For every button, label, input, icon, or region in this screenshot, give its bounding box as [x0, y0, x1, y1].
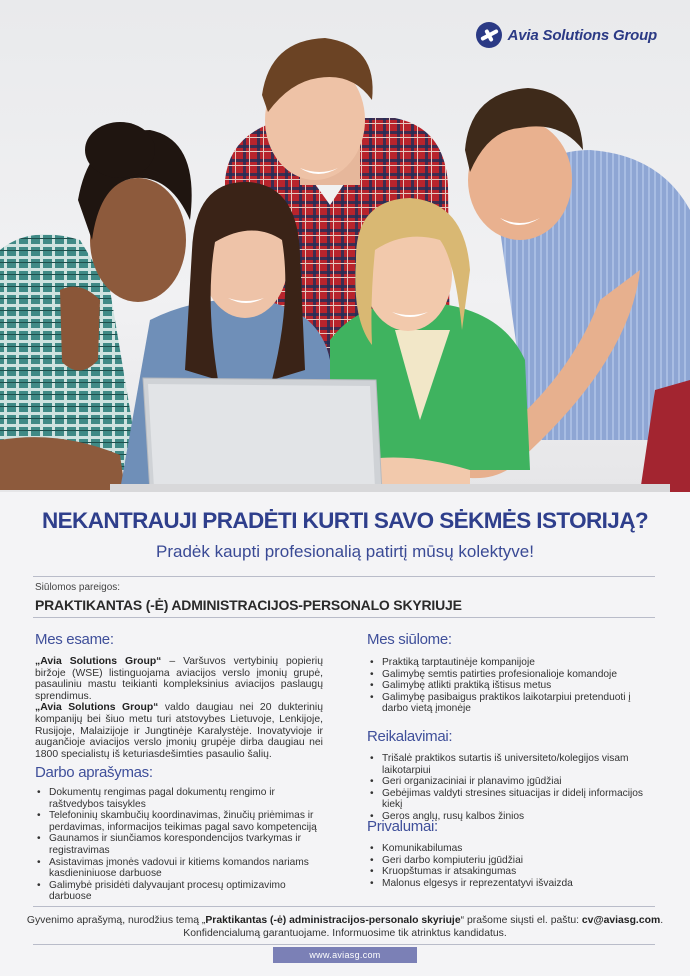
list-item: • Telefoninių skambučių koordinavimas, žinučių priėmimas ir perdavimas, informacijos teikimas pagal savo kompetenciją — [35, 810, 325, 833]
divider — [33, 576, 655, 577]
list-item: • Malonus elgesys ir reprezentatyvi išvaizda — [368, 878, 656, 890]
logo-text: Avia Solutions Group — [507, 26, 657, 44]
company-logo — [476, 22, 657, 48]
list-item: • Praktiką tarptautinėje kompanijoje — [368, 657, 656, 669]
offer-title: Mes siūlome: — [367, 631, 452, 648]
website-link[interactable]: www.aviasg.com — [273, 947, 417, 963]
position-label: Siūlomos pareigos: — [35, 582, 121, 593]
requirements-title: Reikalavimai: — [367, 728, 453, 745]
about-company-name: „Avia Solutions Group“ — [35, 702, 159, 714]
list-item: • Asistavimas įmonės vadovui ir kitiems komandos nariams kasdieniniuose darbuose — [35, 857, 325, 880]
list-item: • Geri organizaciniai ir planavimo įgūdžiai — [368, 776, 658, 788]
offer-list — [368, 657, 656, 715]
list-item: • Gaunamos ir siunčiamos korespondencijos tvarkymas ir registravimas — [35, 833, 325, 856]
about-title: Mes esame: — [35, 631, 114, 648]
list-item: • Trišalė praktikos sutartis iš universiteto/kolegijos visam laikotarpiui — [368, 753, 658, 776]
footer-text-part: Gyvenimo aprašymą, nurodžius temą „ — [26, 915, 206, 926]
list-item: • Geros anglų, rusų kalbos žinios — [368, 811, 658, 823]
job-list — [35, 787, 325, 903]
confidentiality-note: Konfidencialumą garantuojame. Informuosime tik atrinktus kandidatus. — [183, 927, 507, 939]
divider — [33, 906, 655, 907]
main-headline: NEKANTRAUJI PRADĖTI KURTI SAVO SĖKMĖS ISTORIJĄ? — [41, 508, 649, 533]
list-item: • Geri darbo kompiuteriu įgūdžiai — [368, 855, 656, 867]
footer-subject: Praktikantas (-ė) administracijos-personalo skyriuje — [205, 915, 461, 926]
list-item: • Galimybę pasibaigus praktikos laikotarpiui pretenduoti į darbo vietą įmonėje — [368, 692, 656, 715]
position-title: PRAKTIKANTAS (-Ė) ADMINISTRACIJOS-PERSONALO SKYRIUJE — [35, 597, 462, 613]
list-item: • Gebėjimas valdyti stresines situacijas ir didelį informacijos kiekį — [368, 788, 658, 811]
about-text — [35, 656, 323, 760]
list-item: • Galimybę semtis patirties profesionalioje komandoje — [368, 669, 656, 681]
footer-text-part: . — [660, 915, 664, 926]
about-paragraph-1: – Varšuvos vertybinių popierių biržoje (WSE) listinguojama aviacijos verslo įmonių grupė, pasauliniu mastu teikianti kompleksinius aviacijos paslaugų sprendimus. — [35, 656, 324, 702]
list-item: • Galimybė prisidėti dalyvaujant procesų optimizavimo darbuose — [35, 880, 325, 903]
list-item: • Galimybę atlikti praktiką ištisus metus — [368, 680, 656, 692]
requirements-list — [368, 753, 658, 823]
sub-headline: Pradėk kaupti profesionalią patirtį mūsų kolektyve! — [156, 542, 534, 561]
contact-email[interactable]: cv@aviasg.com — [581, 915, 661, 926]
list-item: • Kruopštumas ir atsakingumas — [368, 866, 656, 878]
divider — [33, 944, 655, 945]
job-title: Darbo aprašymas: — [35, 764, 153, 781]
footer-text-part: “ prašome siųsti el. paštu: — [460, 915, 582, 926]
advantages-list — [368, 843, 656, 889]
list-item: • Komunikabilumas — [368, 843, 656, 855]
advantages-title: Privalumai: — [367, 818, 438, 835]
about-paragraph-2: valdo daugiau nei 20 dukterinių kompanijų bei šiuo metu turi atstovybes Lietuvoje, Lenkijoje, Rusijoje, Malaizijoje ir Jungtinėje Karalystėje. Inovatyvioje ir augančioje aviacijos verslo įmonių grupėje dirba daugiau nei 1800 specialistų iš keturiasdešimties pasaulio šalių. — [35, 702, 324, 760]
avia-logo-icon — [476, 22, 502, 48]
application-instructions — [20, 915, 670, 940]
list-item: • Dokumentų rengimas pagal dokumentų rengimo ir raštvedybos taisykles — [35, 787, 325, 810]
divider — [33, 617, 655, 618]
about-company-name: „Avia Solutions Group“ — [35, 656, 162, 667]
